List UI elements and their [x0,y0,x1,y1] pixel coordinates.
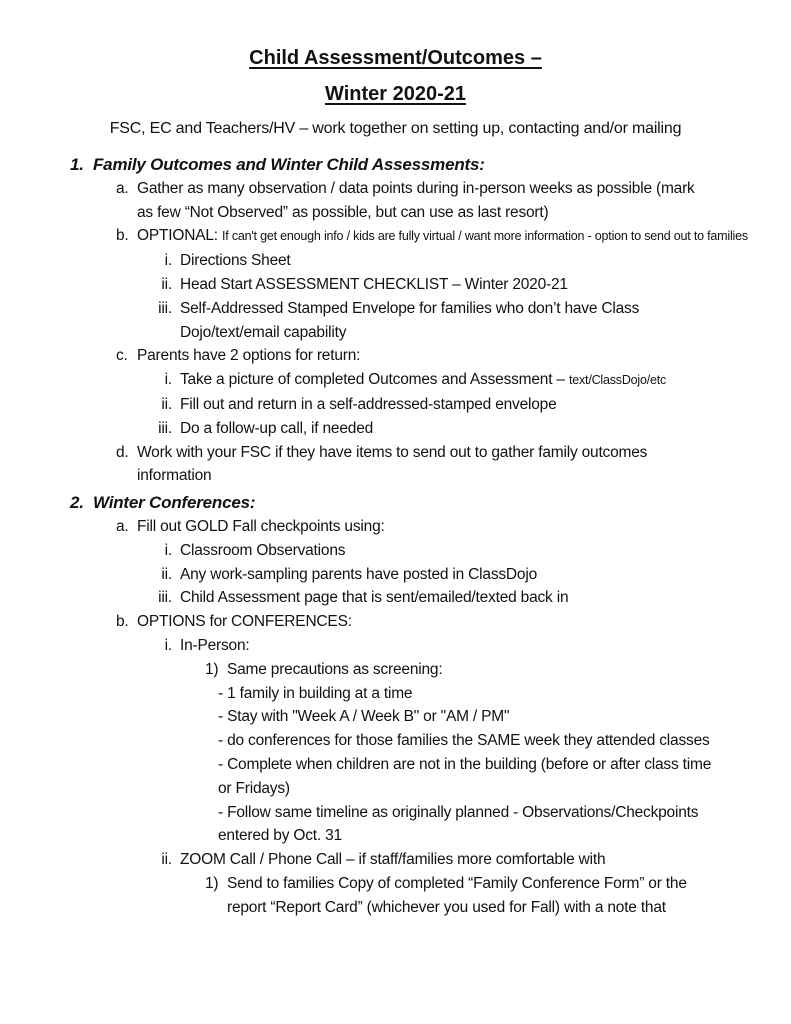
list-text: Classroom Observations [180,541,346,559]
outline-item [0,586,791,610]
outline-item [0,539,791,563]
list-text: In-Person: [180,636,250,654]
list-marker: iii. [158,589,172,607]
list-text: Head Start ASSESSMENT CHECKLIST – Winter 2020-21 [180,275,568,293]
list-text: Gather as many observation / data points during in-person weeks as possible (mark as few “Not Observed” as possible, but can use as last resort) [137,179,695,221]
list-text: - Stay with "Week A / Week B" or "AM / PM" [218,708,510,726]
list-text: OPTIONS for CONFERENCES: [137,613,352,631]
list-marker: c. [116,347,128,365]
list-text: - Complete when children are not in the building (before or after class time or Fridays) [218,755,712,797]
list-marker: b. [116,227,129,245]
list-marker: i. [164,541,172,559]
list-marker: b. [116,613,129,631]
outline-item [0,273,791,297]
outline-item [0,224,791,249]
outline-item [0,368,791,393]
list-marker: a. [116,517,129,535]
outline-item [0,705,791,729]
text-segment-small: text/ClassDojo/etc [568,373,667,388]
list-text: Any work-sampling parents have posted in ClassDojo [180,565,538,583]
outline-item [0,177,791,225]
outline-item [0,801,791,849]
list-marker: ii. [161,275,172,293]
title-line-1: Child Assessment/Outcomes – [249,47,542,69]
outline-item [0,753,791,801]
list-text [180,368,755,393]
outline-item [0,393,791,417]
outline-item [0,563,791,587]
outline-item [0,872,791,920]
outline-item [0,634,791,658]
list-marker: i. [164,371,172,389]
list-text: Send to families Copy of completed “Family Conference Form” or the report “Report Card” (whichever you used for Fall) with a note that [227,874,687,916]
document-title [0,0,791,112]
text-segment: Take a picture of completed Outcomes and Assessment – [180,371,569,389]
list-text: Parents have 2 options for return: [137,347,361,365]
list-marker: ii. [161,851,172,869]
list-marker: 1. [70,155,84,174]
list-text: Family Outcomes and Winter Child Assessments: [93,155,485,174]
list-marker: a. [116,179,129,197]
list-marker: 1) [205,660,219,678]
outline-heading [0,153,791,177]
list-marker: ii. [161,395,172,413]
outline-item [0,682,791,706]
outline-item [0,658,791,682]
list-text: Same precautions as screening: [227,660,443,678]
outline-item [0,417,791,441]
list-marker: iii. [158,419,172,437]
list-text: Winter Conferences: [93,493,256,513]
list-text [137,224,755,249]
text-segment-small: If can't get enough info / kids are fully virtual / want more information - option to send out to families [222,229,748,244]
list-marker: d. [116,443,129,461]
list-text: - 1 family in building at a time [218,684,413,702]
outline-item [0,848,791,872]
outline-item [0,344,791,368]
list-text: Work with your FSC if they have items to send out to gather family outcomes information [137,443,648,485]
list-text: Self-Addressed Stamped Envelope for families who don’t have Class Dojo/text/email capability [180,299,640,341]
outline-item [0,729,791,753]
list-marker: i. [164,636,172,654]
list-marker: 2. [70,493,84,513]
title-line-2: Winter 2020-21 [325,83,466,105]
list-marker: i. [164,252,172,270]
list-text: Do a follow-up call, if needed [180,419,374,437]
outline-item [0,249,791,273]
list-marker: iii. [158,299,172,317]
list-text: Child Assessment page that is sent/emailed/texted back in [180,589,569,607]
outline-item [0,610,791,634]
outline-item [0,515,791,539]
list-text: Fill out GOLD Fall checkpoints using: [137,517,385,535]
list-text: Fill out and return in a self-addressed-stamped envelope [180,395,557,413]
outline-list [0,153,791,920]
outline-heading [0,491,791,515]
outline-item [0,297,791,345]
outline-item [0,441,791,489]
list-marker: ii. [161,565,172,583]
list-marker: 1) [205,874,219,892]
list-text: ZOOM Call / Phone Call – if staff/families more comfortable with [180,851,606,869]
list-text: - Follow same timeline as originally planned - Observations/Checkpoints entered by Oct. 31 [218,803,699,845]
intro-text: FSC, EC and Teachers/HV – work together on setting up, contacting and/or mailing [109,120,682,137]
list-text: - do conferences for those families the SAME week they attended classes [218,732,710,750]
list-text: Directions Sheet [180,252,291,270]
text-segment: OPTIONAL: [137,227,222,245]
